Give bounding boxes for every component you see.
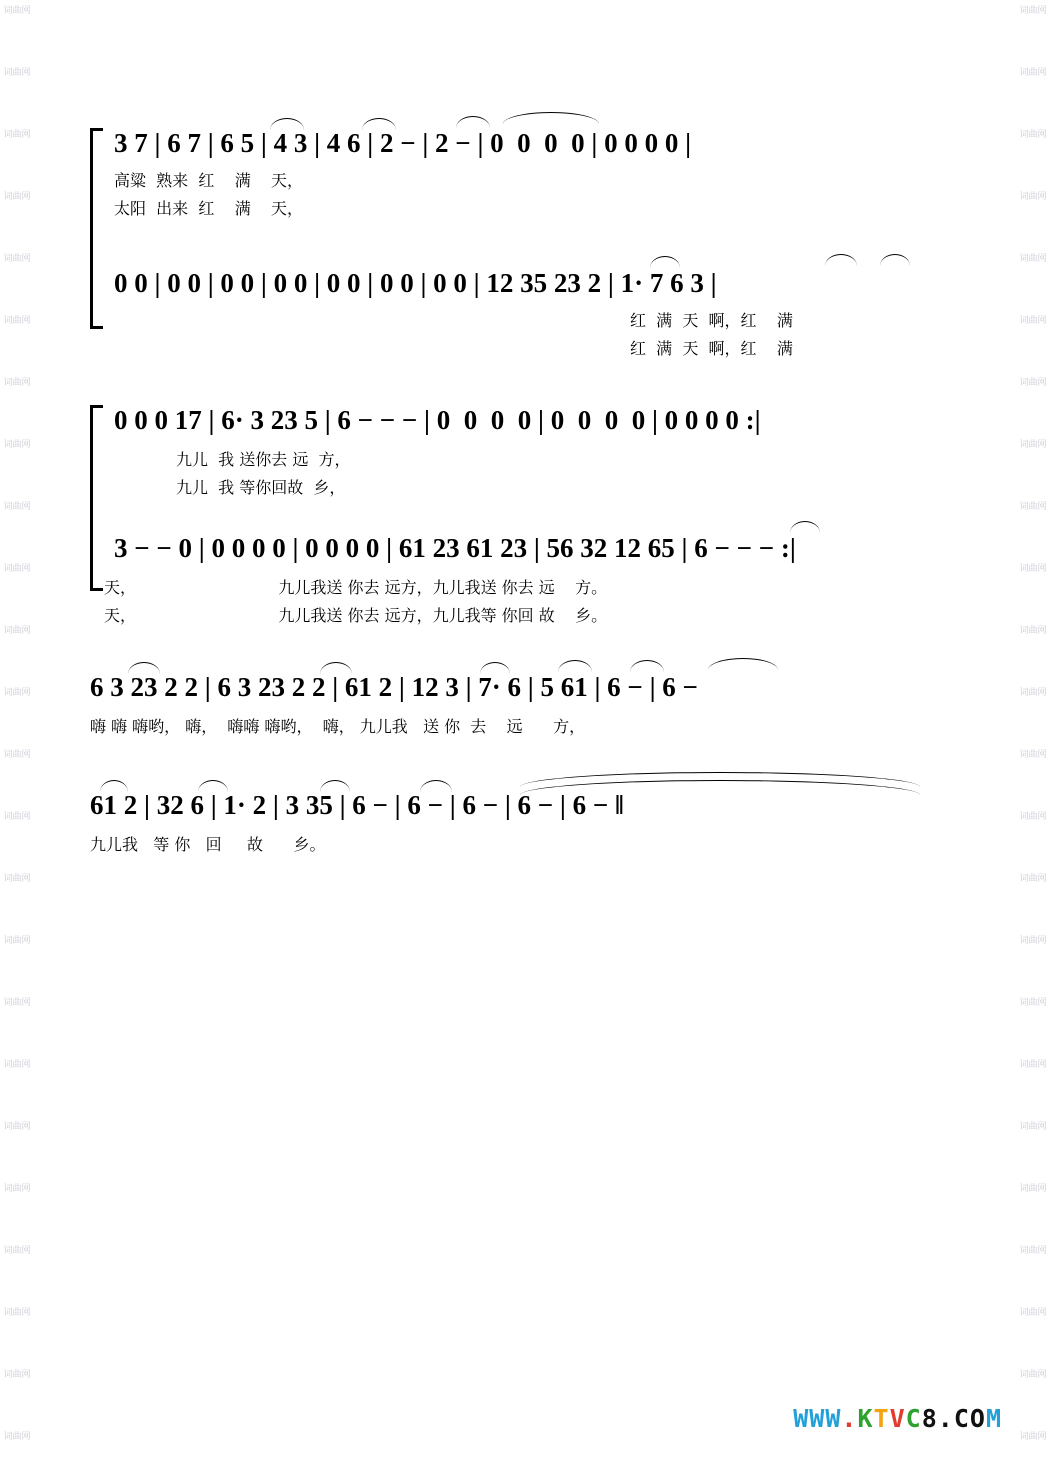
slur-arc <box>362 118 396 130</box>
watermark-text: 词曲网 <box>1019 936 1047 946</box>
watermark-text: 词曲网 <box>3 502 31 512</box>
lyric-line: 嗨 嗨 嗨哟， 嗨， 嗨嗨 嗨哟， 嗨， 九儿我 送 你 去 远 方， <box>90 717 586 736</box>
watermark-text: 词曲网 <box>3 688 31 698</box>
watermark-text: 词曲网 <box>1019 564 1047 574</box>
watermark-text: 词曲网 <box>1019 440 1047 450</box>
staff-4-lyric-1 <box>90 834 326 856</box>
slur-arc <box>880 254 910 266</box>
slur-arc <box>558 660 592 672</box>
watermark-text: 词曲网 <box>1019 68 1047 78</box>
watermark-text: 词曲网 <box>3 316 31 326</box>
logo-char: W <box>809 1404 826 1433</box>
note-row: 0 0 0 17 | 6· 3 23 5 | 6 − − − | 0 0 0 0 | 0 0 0 0 | 0 0 0 0 :| <box>114 405 761 435</box>
watermark-text: 词曲网 <box>3 1184 31 1194</box>
note-row: 3 − − 0 | 0 0 0 0 | 0 0 0 0 | 61 23 61 23 | 56 32 12 65 | 6 − − − :| <box>114 533 796 563</box>
watermark-text: 词曲网 <box>1019 750 1047 760</box>
watermark-text: 词曲网 <box>3 6 31 16</box>
watermark-text: 词曲网 <box>1019 874 1047 884</box>
logo-char: C <box>905 1404 922 1433</box>
lyric-line: 红 满 天 啊，红 满 <box>630 311 793 330</box>
logo-char: . <box>937 1404 954 1433</box>
staff-1-upper-lyric-1 <box>114 170 303 192</box>
logo-char: W <box>793 1404 810 1433</box>
watermark-text: 词曲网 <box>3 378 31 388</box>
staff-1-lower-notes <box>114 268 717 298</box>
system-brace <box>90 128 103 329</box>
slur-arc <box>128 662 160 674</box>
slur-arc <box>320 780 350 792</box>
note-row: 0 0 | 0 0 | 0 0 | 0 0 | 0 0 | 0 0 | 0 0 | 12 35 23 2 | 1· 7 6 3 | <box>114 268 717 298</box>
watermark-text: 词曲网 <box>3 1308 31 1318</box>
logo-char: . <box>841 1404 858 1433</box>
lyric-line: 高粱 熟来 红 满 天， <box>114 171 304 190</box>
lyric-line: 天， 九儿我送 你去 远方，九儿我等 你回 故 乡。 <box>104 606 608 625</box>
watermark-text: 词曲网 <box>3 564 31 574</box>
logo-char: T <box>873 1404 890 1433</box>
watermark-text: 词曲网 <box>1019 130 1047 140</box>
watermark-text: 词曲网 <box>3 1060 31 1070</box>
logo-char: 8 <box>921 1404 938 1433</box>
slur-arc <box>270 118 304 130</box>
watermark-text: 词曲网 <box>3 68 31 78</box>
staff-2-lower-notes <box>114 533 796 563</box>
watermark-text: 词曲网 <box>3 1246 31 1256</box>
watermark-text: 词曲网 <box>3 1370 31 1380</box>
staff-1-lower-lyric-1 <box>630 310 793 332</box>
watermark-text: 词曲网 <box>3 1122 31 1132</box>
slur-arc <box>456 116 490 128</box>
watermark-text: 词曲网 <box>1019 1308 1047 1318</box>
logo-char: O <box>969 1404 986 1433</box>
site-logo <box>793 1404 1002 1433</box>
slur-arc <box>420 780 452 792</box>
staff-2-upper-lyric-1 <box>176 449 351 471</box>
watermark-text: 词曲网 <box>1019 626 1047 636</box>
lyric-line: 九儿 我 等你回故 乡， <box>176 478 346 497</box>
watermark-text: 词曲网 <box>1019 378 1047 388</box>
staff-2-lower-lyric-1 <box>104 577 607 599</box>
watermark-text: 词曲网 <box>1019 316 1047 326</box>
slur-arc <box>503 112 599 124</box>
logo-char: M <box>985 1404 1002 1433</box>
note-row: 6 3 23 2 2 | 6 3 23 2 2 | 61 2 | 12 3 | 7· 6 | 5 61 | 6 − | 6 − <box>90 672 698 702</box>
staff-1-upper-lyric-2 <box>114 198 303 220</box>
slur-arc <box>320 662 352 674</box>
slur-arc <box>198 780 228 792</box>
watermark-text: 词曲网 <box>1019 1184 1047 1194</box>
lyric-line: 九儿我 等 你 回 故 乡。 <box>90 835 326 854</box>
logo-char: K <box>857 1404 874 1433</box>
staff-2-upper-lyric-2 <box>176 477 345 499</box>
staff-2-lower-lyric-2 <box>104 605 607 627</box>
watermark-text: 词曲网 <box>3 130 31 140</box>
watermark-text: 词曲网 <box>3 440 31 450</box>
watermark-text: 词曲网 <box>1019 254 1047 264</box>
logo-char: W <box>825 1404 842 1433</box>
staff-3-notes <box>90 672 698 702</box>
watermark-text: 词曲网 <box>1019 1122 1047 1132</box>
slur-arc <box>650 256 680 268</box>
note-row: 3 7 | 6 7 | 6 5 | 4 3 | 4 6 | 2 − | 2 − | 0 0 0 0 | 0 0 0 0 | <box>114 128 692 158</box>
watermark-text: 词曲网 <box>1019 1370 1047 1380</box>
logo-char: V <box>889 1404 906 1433</box>
system-brace <box>90 405 103 591</box>
staff-1-lower-lyric-2 <box>630 338 793 360</box>
staff-1-upper-notes <box>114 128 691 158</box>
lyric-line: 太阳 出来 红 满 天， <box>114 199 304 218</box>
watermark-text: 词曲网 <box>1019 688 1047 698</box>
staff-4-notes <box>90 790 624 820</box>
watermark-text: 词曲网 <box>3 812 31 822</box>
logo-char: C <box>953 1404 970 1433</box>
lyric-line: 红 满 天 啊，红 满 <box>630 339 793 358</box>
slur-arc <box>708 658 778 670</box>
watermark-text: 词曲网 <box>3 626 31 636</box>
slur-arc <box>480 662 510 674</box>
watermark-text: 词曲网 <box>1019 1432 1047 1442</box>
watermark-text: 词曲网 <box>1019 1246 1047 1256</box>
lyric-line: 九儿 我 送你去 远 方， <box>176 450 351 469</box>
slur-arc <box>825 254 857 266</box>
watermark-text: 词曲网 <box>1019 6 1047 16</box>
watermark-text: 词曲网 <box>3 750 31 760</box>
slur-arc <box>100 780 128 792</box>
watermark-text: 词曲网 <box>1019 998 1047 1008</box>
staff-2-upper-notes <box>114 405 761 435</box>
watermark-text: 词曲网 <box>3 874 31 884</box>
watermark-text: 词曲网 <box>3 936 31 946</box>
watermark-text: 词曲网 <box>1019 502 1047 512</box>
staff-3-lyric-1 <box>90 716 585 738</box>
watermark-text: 词曲网 <box>3 192 31 202</box>
slur-arc <box>630 660 664 672</box>
watermark-text: 词曲网 <box>1019 1060 1047 1070</box>
watermark-text: 词曲网 <box>3 998 31 1008</box>
watermark-text: 词曲网 <box>3 1432 31 1442</box>
slur-arc <box>790 521 820 533</box>
watermark-text: 词曲网 <box>1019 192 1047 202</box>
watermark-text: 词曲网 <box>1019 812 1047 822</box>
note-row: 61 2 | 32 6 | 1· 2 | 3 35 | 6 − | 6 − | 6 − | 6 − | 6 − ‖ <box>90 790 624 820</box>
lyric-line: 天， 九儿我送 你去 远方，九儿我送 你去 远 方。 <box>104 578 608 597</box>
watermark-text: 词曲网 <box>3 254 31 264</box>
